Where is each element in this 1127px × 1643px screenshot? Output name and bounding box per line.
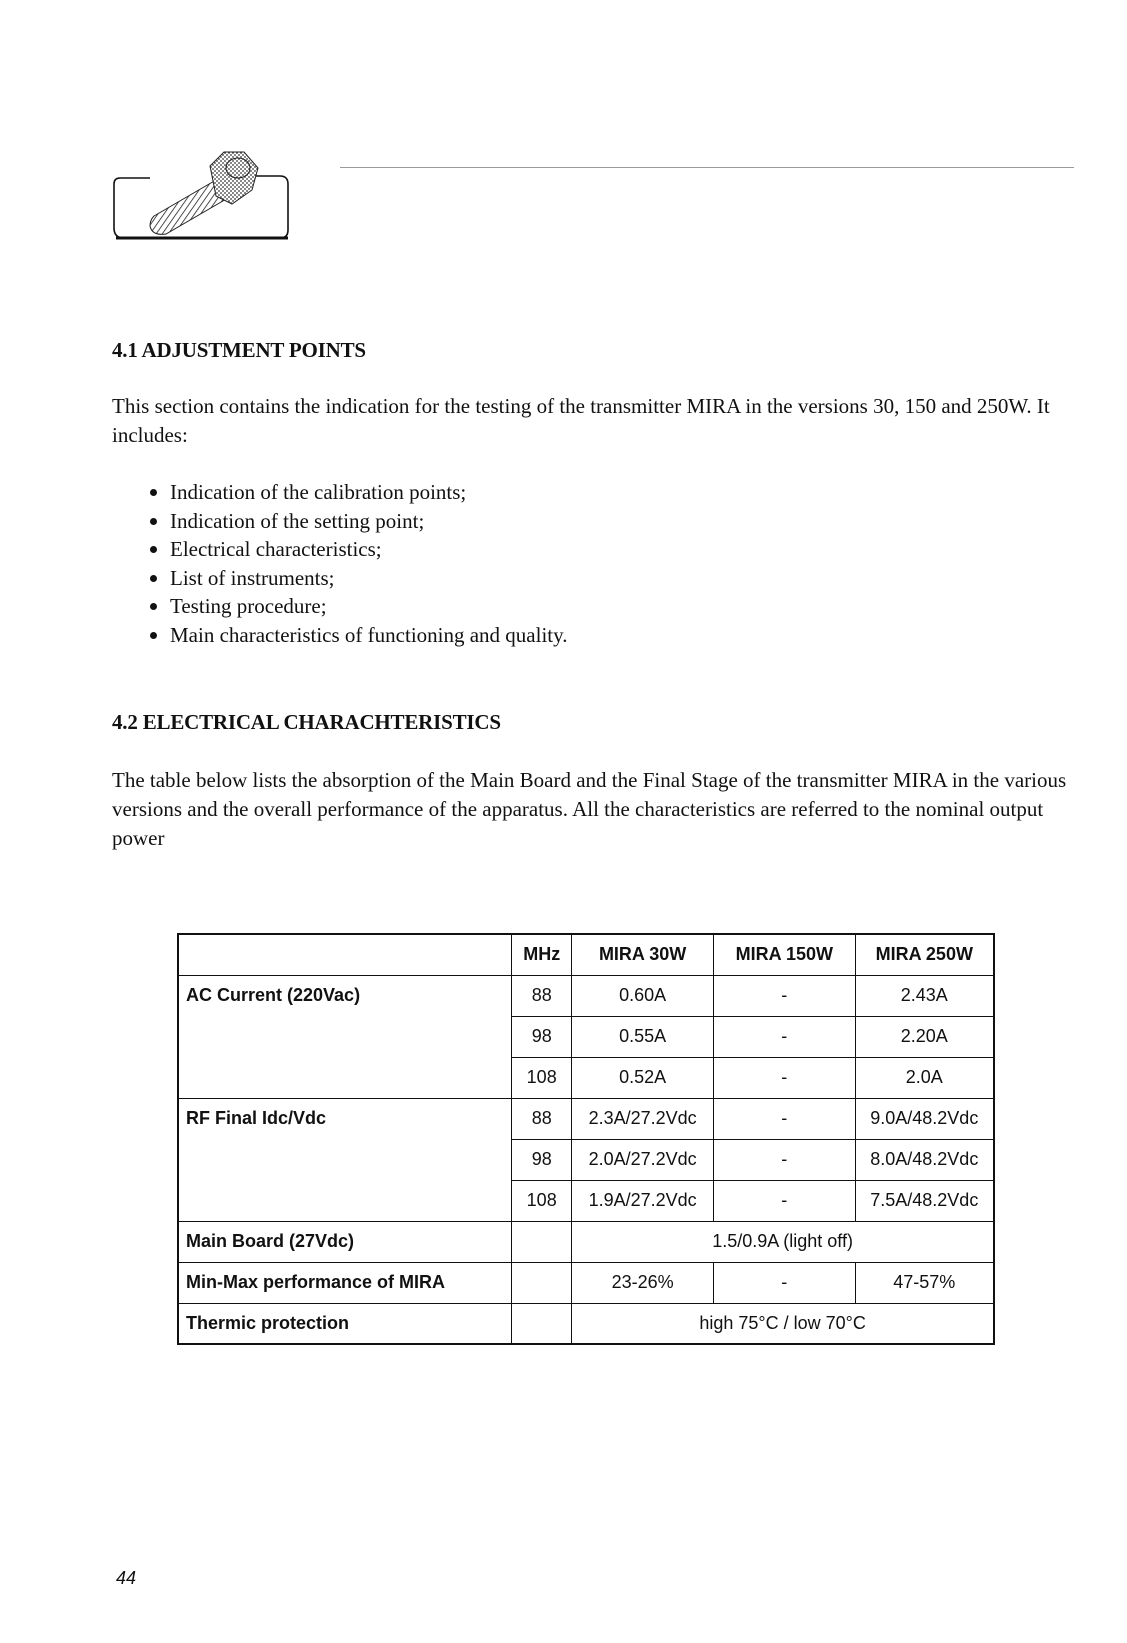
table-cell: 23-26% [572,1262,714,1303]
row-label: RF Final Idc/Vdc [178,1098,512,1221]
row-label: AC Current (220Vac) [178,975,512,1098]
table-cell: 108 [512,1057,572,1098]
section-paragraph: The table below lists the absorption of the Main Board and the Final Stage of the transmitter MIRA in the various versions and the overall performance of the apparatus. All the characteristics are referred to the nominal output power [112,768,1067,850]
table-cell [512,1221,572,1262]
table-cell: - [714,1016,856,1057]
table-cell: 47-57% [855,1262,994,1303]
table-row [178,1098,994,1139]
table-cell: - [714,975,856,1016]
table-row [178,1303,994,1344]
list-item: Indication of the calibration points; [148,478,568,507]
table-cell: 8.0A/48.2Vdc [855,1139,994,1180]
table-cell [512,1262,572,1303]
table-header-cell: MIRA 30W [572,934,714,975]
row-label: Thermic protection [178,1303,512,1344]
list-item: Main characteristics of functioning and quality. [148,621,568,650]
bullet-list [148,478,568,650]
table-cell: 7.5A/48.2Vdc [855,1180,994,1221]
page-number: 44 [116,1568,137,1588]
table-cell: high 75°C / low 70°C [572,1303,994,1344]
table-cell [512,1303,572,1344]
table-cell: 98 [512,1016,572,1057]
section-heading-adjustment-points: 4.1 ADJUSTMENT POINTS [112,338,366,362]
table-header-row [178,934,994,975]
row-label: Min-Max performance of MIRA [178,1262,512,1303]
table-cell: 2.3A/27.2Vdc [572,1098,714,1139]
list-item: Indication of the setting point; [148,507,568,536]
list-item: List of instruments; [148,564,568,593]
table-cell: 0.52A [572,1057,714,1098]
table-cell: 9.0A/48.2Vdc [855,1098,994,1139]
table-cell: - [714,1098,856,1139]
section-paragraph: This section contains the indication for the testing of the transmitter MIRA in the versions 30, 150 and 250W. It includes: [112,394,1050,447]
table-cell: 2.0A/27.2Vdc [572,1139,714,1180]
table-cell: - [714,1262,856,1303]
table-cell: 2.43A [855,975,994,1016]
bolt-screw-icon [112,148,302,252]
table-header-cell: MIRA 150W [714,934,856,975]
table-cell: 1.5/0.9A (light off) [572,1221,994,1262]
table-cell: 0.55A [572,1016,714,1057]
list-item: Testing procedure; [148,592,568,621]
electrical-characteristics-table [177,933,995,1345]
table-cell: 98 [512,1139,572,1180]
table-row [178,975,994,1016]
section-heading-electrical-characteristics: 4.2 ELECTRICAL CHARACHTERISTICS [112,710,501,734]
header-rule [340,167,1074,168]
table-cell: 108 [512,1180,572,1221]
table-cell: 0.60A [572,975,714,1016]
table-cell: - [714,1139,856,1180]
table-header-cell: MIRA 250W [855,934,994,975]
table-cell: 2.20A [855,1016,994,1057]
row-label: Main Board (27Vdc) [178,1221,512,1262]
table-cell: - [714,1180,856,1221]
table-cell: 88 [512,1098,572,1139]
table-cell: 1.9A/27.2Vdc [572,1180,714,1221]
table-header-cell: MHz [512,934,572,975]
table-cell: 88 [512,975,572,1016]
table-cell: 2.0A [855,1057,994,1098]
list-item: Electrical characteristics; [148,535,568,564]
table-header-cell [178,934,512,975]
table-cell: - [714,1057,856,1098]
table-row [178,1262,994,1303]
table-row [178,1221,994,1262]
